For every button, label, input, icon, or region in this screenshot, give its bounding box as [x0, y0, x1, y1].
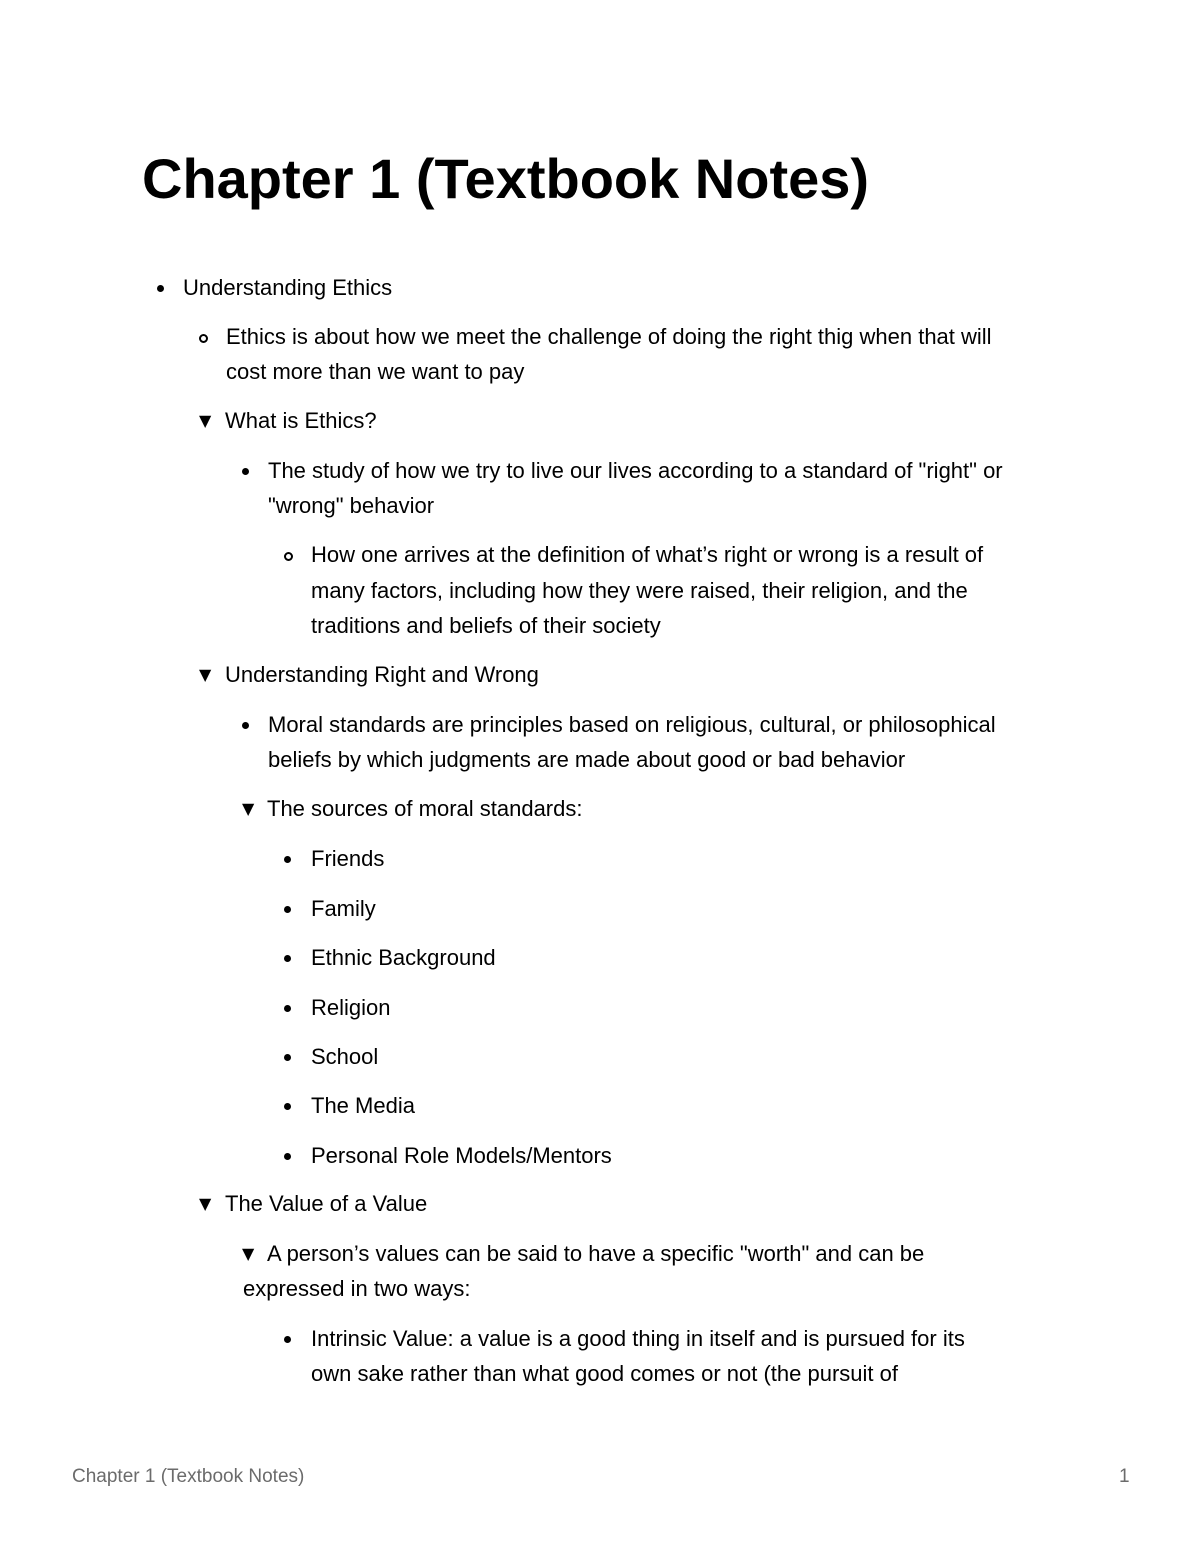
bullet-disc-icon	[284, 1336, 291, 1343]
list-item-source: Religion	[311, 995, 391, 1020]
list-item-how-one-line2: many factors, including how they were raised, their religion, and the	[311, 578, 968, 603]
list-item-moral-line1: Moral standards are principles based on religious, cultural, or philosophical	[268, 712, 996, 737]
list-item-how-one-line3: traditions and beliefs of their society	[311, 613, 661, 638]
bullet-disc-icon	[284, 856, 291, 863]
toggle-understanding-right-wrong[interactable]: Understanding Right and Wrong	[225, 662, 539, 687]
bullet-disc-icon	[284, 1005, 291, 1012]
bullet-circle-icon	[284, 552, 293, 561]
toggle-what-is-ethics[interactable]: What is Ethics?	[225, 408, 377, 433]
footer-page-number: 1	[1119, 1466, 1130, 1487]
footer-title: Chapter 1 (Textbook Notes)	[72, 1466, 305, 1487]
list-item-how-one-line1: How one arrives at the definition of what’s right or wrong is a result of	[311, 542, 984, 567]
toggle-open-triangle-icon[interactable]: ▼	[242, 799, 255, 818]
toggle-open-triangle-icon[interactable]: ▼	[199, 1194, 212, 1213]
list-item-source: Personal Role Models/Mentors	[311, 1143, 612, 1168]
bullet-disc-icon	[157, 285, 164, 292]
bullet-disc-icon	[284, 1153, 291, 1160]
bullet-disc-icon	[242, 722, 249, 729]
list-item-ethics-challenge-line2: cost more than we want to pay	[226, 359, 525, 384]
list-item-study-line2: "wrong" behavior	[268, 493, 435, 518]
bullet-disc-icon	[242, 468, 249, 475]
list-item-intrinsic-line1: Intrinsic Value: a value is a good thing in itself and is pursued for its	[311, 1326, 965, 1351]
list-item-source: The Media	[311, 1093, 415, 1118]
list-item-source: School	[311, 1044, 379, 1069]
toggle-open-triangle-icon[interactable]: ▼	[199, 665, 212, 684]
toggle-open-triangle-icon[interactable]: ▼	[199, 411, 212, 430]
list-item-moral-line2: beliefs by which judgments are made about good or bad behavior	[268, 747, 906, 772]
toggle-value-of-a-value[interactable]: The Value of a Value	[225, 1191, 428, 1216]
bullet-disc-icon	[284, 955, 291, 962]
page-title: Chapter 1 (Textbook Notes)	[142, 147, 870, 210]
list-item-study-line1: The study of how we try to live our lives according to a standard of "right" or	[268, 458, 1003, 483]
bullet-disc-icon	[284, 1103, 291, 1110]
bullet-disc-icon	[284, 1054, 291, 1061]
list-item-understanding-ethics: Understanding Ethics	[183, 275, 393, 300]
list-item-ethics-challenge-line1: Ethics is about how we meet the challenge of doing the right thig when that will	[226, 324, 992, 349]
toggle-person-values-worth-line2: expressed in two ways:	[243, 1276, 471, 1301]
bullet-disc-icon	[284, 906, 291, 913]
list-item-source: Friends	[311, 846, 385, 871]
toggle-open-triangle-icon[interactable]: ▼	[242, 1244, 255, 1263]
bullet-circle-icon	[199, 334, 208, 343]
toggle-sources-of-moral-standards[interactable]: The sources of moral standards:	[267, 796, 583, 821]
toggle-person-values-worth-line1[interactable]: A person’s values can be said to have a specific "worth" and can be	[267, 1241, 925, 1266]
list-item-source: Ethnic Background	[311, 945, 496, 970]
list-item-intrinsic-line2: own sake rather than what good comes or not (the pursuit of	[311, 1361, 898, 1386]
list-item-source: Family	[311, 896, 376, 921]
